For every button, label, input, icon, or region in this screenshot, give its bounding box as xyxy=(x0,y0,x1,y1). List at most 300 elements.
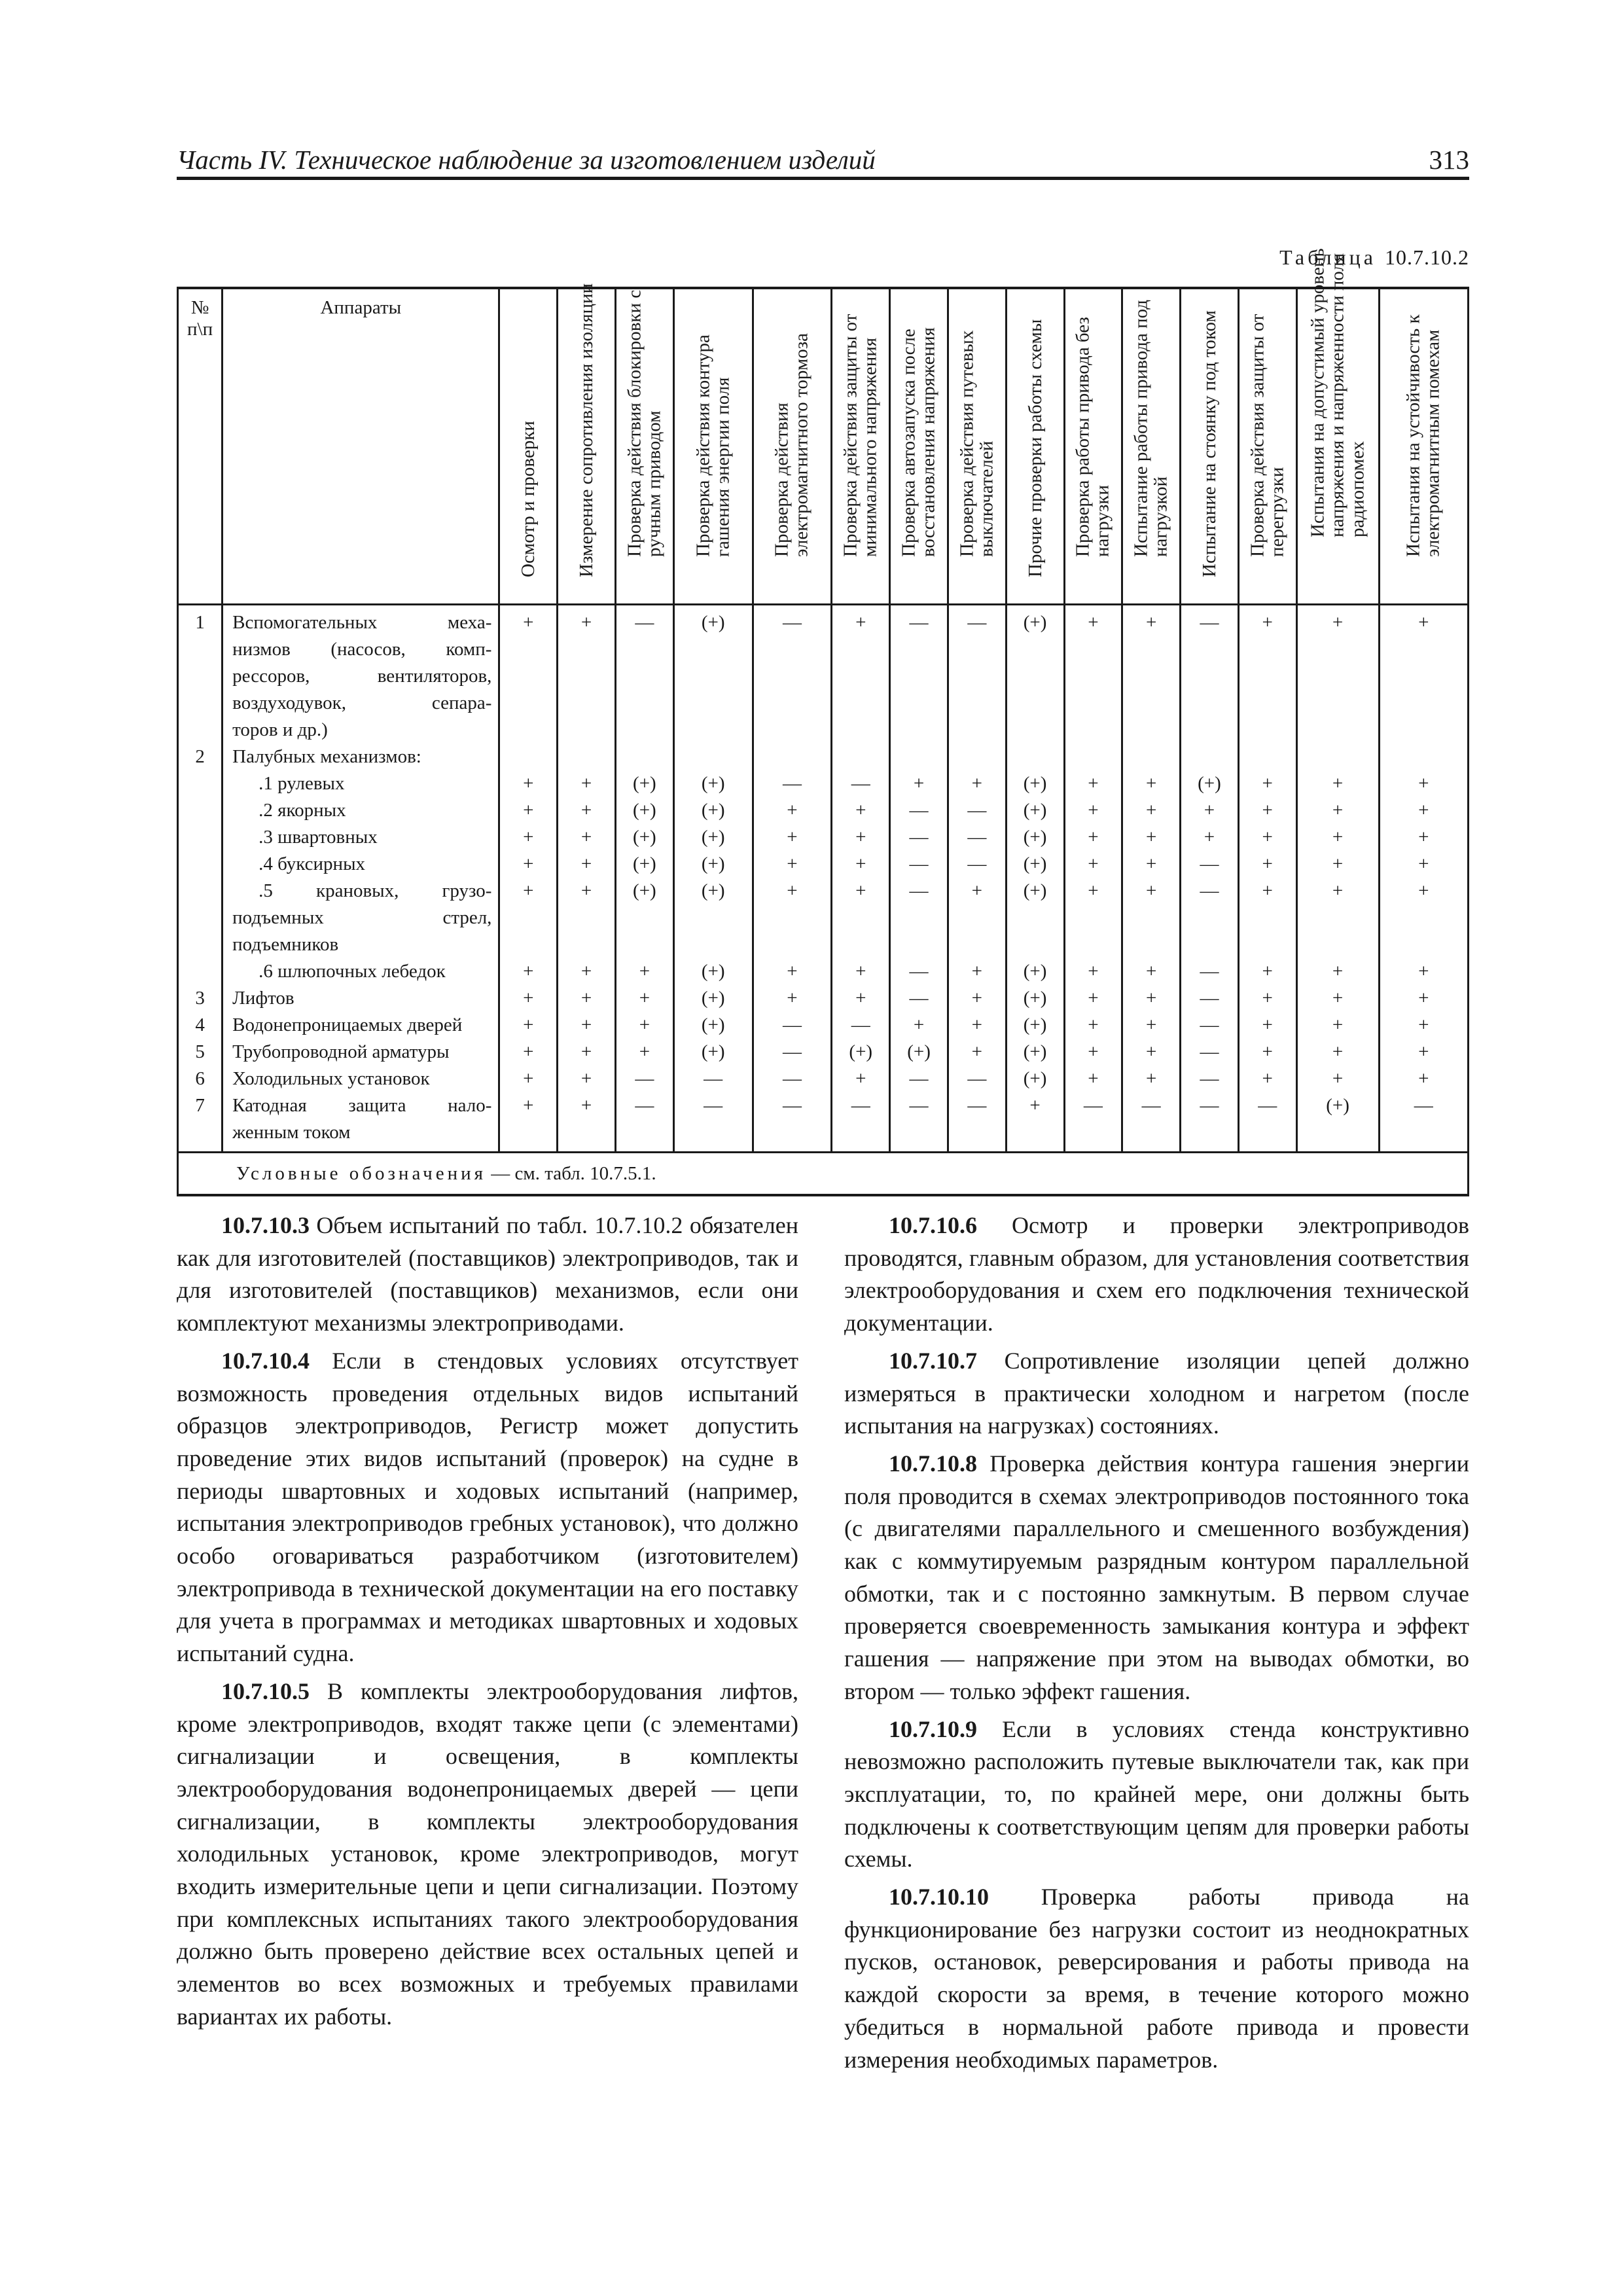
cell-mark: + xyxy=(1064,1066,1122,1092)
cell-mark: + xyxy=(558,797,616,824)
header-col-7 xyxy=(890,288,948,605)
apparatus-line: Лифтов xyxy=(232,988,294,1009)
row-apparatus xyxy=(223,824,499,851)
table-row xyxy=(178,770,1469,797)
cell-mark xyxy=(1238,744,1296,770)
cell-mark: — xyxy=(832,1012,890,1039)
apparatus-line: воздуходувок, сепара- xyxy=(232,692,492,713)
cell-mark: + xyxy=(1238,851,1296,878)
header-col-label: Проверка действия электромагнитного тормоза xyxy=(772,333,813,558)
cell-mark: + xyxy=(832,797,890,824)
cell-mark: + xyxy=(1122,770,1181,797)
cell-mark: — xyxy=(1181,878,1239,958)
cell-mark: + xyxy=(1181,824,1239,851)
cell-mark: + xyxy=(499,1012,558,1039)
cell-mark: + xyxy=(558,770,616,797)
table-row xyxy=(178,797,1469,824)
header-col-13 xyxy=(1238,288,1296,605)
cell-mark: + xyxy=(1122,797,1181,824)
cell-mark: + xyxy=(558,851,616,878)
cell-mark: + xyxy=(1379,605,1468,744)
row-apparatus xyxy=(223,985,499,1012)
clause-number: 10.7.10.9 xyxy=(889,1715,977,1742)
cell-mark: + xyxy=(832,824,890,851)
header-col-label: Проверка действия блокировки с ручным приводом xyxy=(624,289,665,558)
cell-mark: (+) xyxy=(616,797,674,824)
paragraph xyxy=(177,1210,798,1340)
clause-text: Если в условиях стенда конструктивно невозможно расположить путевые выключатели так, как при эксплуатации, то, по крайней мере, они должны быть подключены к соответствующим цепям для проверки работы схемы. xyxy=(844,1715,1469,1873)
cell-mark: (+) xyxy=(1006,1012,1064,1039)
cell-mark: + xyxy=(890,1012,948,1039)
clause-text: Объем испытаний по табл. 10.7.10.2 обязателен как для изготовителей (поставщиков) электроприводов, так и для изготовителей (поставщиков) механизмов, если они комплектуют механизмы электроприводами. xyxy=(177,1212,798,1336)
cell-mark: + xyxy=(1122,878,1181,958)
cell-mark: + xyxy=(1238,824,1296,851)
cell-mark: — xyxy=(890,797,948,824)
clause-text: В комплекты электрооборудования лифтов, кроме электроприводов, входят также цепи (с элементами) сигнализации и освещения, в комплекты электрооборудования водонепроницаемых дверей — цепи сигнализации, в комплекты электрооборудования холодильных установок, кроме электроприводов, могут входить измерительные цепи и цепи сигнализации. Поэтому при комплексных испытаниях такого электрооборудования должно быть проверено действие всех остальных цепей и элементов во всех возможных и требуемых правилами вариантах их работы. xyxy=(177,1677,798,2030)
header-col-11 xyxy=(1122,288,1181,605)
cell-mark: (+) xyxy=(1006,770,1064,797)
cell-mark: + xyxy=(1379,878,1468,958)
clause-number: 10.7.10.10 xyxy=(889,1884,989,1910)
paragraph xyxy=(177,1676,798,2034)
cell-mark: + xyxy=(499,985,558,1012)
cell-mark: + xyxy=(1064,797,1122,824)
cell-mark: + xyxy=(948,878,1006,958)
cell-mark: + xyxy=(558,1012,616,1039)
cell-mark: + xyxy=(832,605,890,744)
header-col-label: Испытание работы привода под нагрузкой xyxy=(1130,300,1172,558)
header-col-label: Проверка действия путевых выключателей xyxy=(956,330,997,558)
header-col-4 xyxy=(673,288,753,605)
cell-mark: (+) xyxy=(673,851,753,878)
cell-mark xyxy=(1379,744,1468,770)
clause-number: 10.7.10.4 xyxy=(221,1347,310,1374)
cell-mark xyxy=(832,744,890,770)
cell-mark: + xyxy=(499,878,558,958)
header-col-12 xyxy=(1181,288,1239,605)
cell-mark: — xyxy=(948,1092,1006,1153)
header-col-3 xyxy=(616,288,674,605)
cell-mark xyxy=(890,744,948,770)
table-row xyxy=(178,851,1469,878)
apparatus-line: подъемных стрел, xyxy=(232,907,492,928)
cell-mark: — xyxy=(753,1012,832,1039)
cell-mark: + xyxy=(1238,605,1296,744)
cell-mark: — xyxy=(616,605,674,744)
cell-mark: + xyxy=(1238,1066,1296,1092)
cell-mark: + xyxy=(1064,605,1122,744)
clause-text: Если в стендовых условиях отсутствует возможность проведения отдельных видов испытаний образцов электроприводов, Регистр может допустить проведение этих видов испытаний (проверок) на судне в периоды швартовных и ходовых испытаний (например, испытания электроприводов гребных установок), что должно особо оговариваться разработчиком (изготовителем) электропривода в технической документации на его поставку для учета в программах и методиках швартовных и ходовых испытаний судна. xyxy=(177,1347,798,1667)
cell-mark: — xyxy=(890,878,948,958)
row-apparatus xyxy=(223,1066,499,1092)
cell-mark: + xyxy=(558,1066,616,1092)
cell-mark: + xyxy=(558,985,616,1012)
clause-number: 10.7.10.3 xyxy=(221,1212,310,1238)
cell-mark: (+) xyxy=(832,1039,890,1066)
cell-mark: + xyxy=(1122,1066,1181,1092)
cell-mark: — xyxy=(948,824,1006,851)
cell-mark: + xyxy=(1122,1039,1181,1066)
paragraph xyxy=(844,1448,1469,1708)
cell-mark: — xyxy=(1181,985,1239,1012)
cell-mark: + xyxy=(499,824,558,851)
header-col-label: Измерение сопротивления изоляции xyxy=(575,283,597,577)
cell-mark: + xyxy=(1379,824,1468,851)
table-header-row xyxy=(178,288,1469,605)
cell-mark: + xyxy=(1064,1012,1122,1039)
clause-number: 10.7.10.7 xyxy=(889,1347,977,1374)
table-row xyxy=(178,878,1469,958)
cell-mark: + xyxy=(753,958,832,985)
cell-mark: — xyxy=(753,1039,832,1066)
row-apparatus xyxy=(223,1039,499,1066)
cell-mark: — xyxy=(1181,1039,1239,1066)
cell-mark: + xyxy=(1122,985,1181,1012)
cell-mark: (+) xyxy=(673,605,753,744)
cell-mark: + xyxy=(558,878,616,958)
row-number xyxy=(178,878,223,958)
cell-mark: + xyxy=(1379,851,1468,878)
cell-mark: + xyxy=(1296,1012,1379,1039)
header-col-2 xyxy=(558,283,616,605)
cell-mark: — xyxy=(832,1092,890,1153)
table-row xyxy=(178,605,1469,744)
cell-mark: + xyxy=(948,958,1006,985)
row-number xyxy=(178,851,223,878)
apparatus-line: .4 буксирных xyxy=(259,853,366,874)
paragraph xyxy=(844,1345,1469,1443)
row-number xyxy=(178,797,223,824)
cell-mark: — xyxy=(1181,1066,1239,1092)
cell-mark: + xyxy=(499,958,558,985)
cell-mark: — xyxy=(890,1092,948,1153)
apparatus-line: подъемников xyxy=(232,934,339,955)
cell-mark: + xyxy=(616,985,674,1012)
cell-mark: + xyxy=(753,878,832,958)
cell-mark: (+) xyxy=(1006,824,1064,851)
cell-mark: + xyxy=(1379,770,1468,797)
apparatus-line: .1 рулевых xyxy=(259,773,345,794)
cell-mark: + xyxy=(1238,1012,1296,1039)
cell-mark: (+) xyxy=(1181,770,1239,797)
cell-mark: + xyxy=(1006,1092,1064,1153)
paragraph xyxy=(844,1881,1469,2076)
apparatus-line: .6 шлюпочных лебедок xyxy=(259,961,446,982)
cell-mark: + xyxy=(1296,605,1379,744)
running-head xyxy=(177,144,1469,183)
table-row xyxy=(178,958,1469,985)
cell-mark: + xyxy=(1122,1012,1181,1039)
cell-mark: + xyxy=(1296,878,1379,958)
table-row xyxy=(178,824,1469,851)
cell-mark: — xyxy=(1379,1092,1468,1153)
row-number: 7 xyxy=(178,1092,223,1153)
cell-mark: + xyxy=(1379,1039,1468,1066)
header-col-label: Испытания на допустимый уровень напряжения и напряженности поля радиопомех xyxy=(1307,248,1368,537)
cell-mark: + xyxy=(753,824,832,851)
cell-mark: (+) xyxy=(1296,1092,1379,1153)
header-col-label: Проверка автозапуска после восстановления напряжения xyxy=(898,327,940,558)
row-apparatus xyxy=(223,1012,499,1039)
cell-mark: + xyxy=(1379,985,1468,1012)
cell-mark: + xyxy=(616,958,674,985)
cell-mark: (+) xyxy=(1006,985,1064,1012)
cell-mark: (+) xyxy=(616,770,674,797)
cell-mark: — xyxy=(890,851,948,878)
cell-mark: + xyxy=(499,770,558,797)
cell-mark: (+) xyxy=(616,878,674,958)
apparatus-line: женным током xyxy=(232,1122,351,1143)
cell-mark xyxy=(753,744,832,770)
apparatus-line: Водонепроницаемых дверей xyxy=(232,1014,463,1035)
text-column-left xyxy=(177,1210,798,2039)
cell-mark: + xyxy=(1296,797,1379,824)
cell-mark: + xyxy=(499,797,558,824)
cell-mark: + xyxy=(1122,958,1181,985)
cell-mark: + xyxy=(1296,985,1379,1012)
table-caption-number: 10.7.10.2 xyxy=(1385,245,1469,269)
cell-mark: + xyxy=(832,985,890,1012)
apparatus-line: Палубных механизмов: xyxy=(232,746,421,767)
cell-mark: — xyxy=(1181,851,1239,878)
clause-number: 10.7.10.6 xyxy=(889,1212,977,1238)
cell-mark: — xyxy=(753,605,832,744)
cell-mark: — xyxy=(890,824,948,851)
clause-text: Сопротивление изоляции цепей должно измеряться в практически холодном и нагретом (после испытания на нагрузках) состояниях. xyxy=(844,1347,1469,1439)
cell-mark xyxy=(616,744,674,770)
cell-mark: (+) xyxy=(673,1012,753,1039)
cell-mark: — xyxy=(948,605,1006,744)
cell-mark: (+) xyxy=(1006,1066,1064,1092)
cell-mark: (+) xyxy=(673,878,753,958)
cell-mark: + xyxy=(1064,1039,1122,1066)
cell-mark: + xyxy=(616,1012,674,1039)
apparatus-line: .5 крановых, грузо- xyxy=(259,880,492,901)
cell-mark: — xyxy=(616,1066,674,1092)
cell-mark: + xyxy=(1296,1039,1379,1066)
cell-mark: — xyxy=(890,985,948,1012)
table-body xyxy=(178,605,1469,1196)
header-col-label: Осмотр и проверки xyxy=(518,420,539,577)
header-col-label: Проверка работы привода без нагрузки xyxy=(1072,317,1114,558)
cell-mark xyxy=(1296,744,1379,770)
table-row xyxy=(178,985,1469,1012)
legend-label: Условные обозначения xyxy=(236,1162,486,1184)
header-col-1 xyxy=(499,288,558,605)
paragraph xyxy=(844,1713,1469,1876)
cell-mark: + xyxy=(1064,985,1122,1012)
cell-mark: + xyxy=(1064,824,1122,851)
cell-mark: + xyxy=(948,1012,1006,1039)
cell-mark: (+) xyxy=(1006,958,1064,985)
legend xyxy=(178,1153,1469,1196)
cell-mark: — xyxy=(890,958,948,985)
cell-mark: + xyxy=(832,878,890,958)
text-column-right xyxy=(844,1210,1469,2081)
cell-mark xyxy=(1064,744,1122,770)
cell-mark: + xyxy=(753,985,832,1012)
running-title: Часть IV. Техническое наблюдение за изготовлением изделий xyxy=(177,145,876,175)
cell-mark: (+) xyxy=(673,797,753,824)
cell-mark: + xyxy=(1122,605,1181,744)
apparatus-line: низмов (насосов, комп- xyxy=(232,639,492,660)
cell-mark: + xyxy=(1238,770,1296,797)
cell-mark: (+) xyxy=(616,851,674,878)
clause-number: 10.7.10.8 xyxy=(889,1450,977,1477)
cell-mark: — xyxy=(832,770,890,797)
row-number: 2 xyxy=(178,744,223,770)
legend-row xyxy=(178,1153,1469,1196)
header-col-label: Прочие проверки работы схемы xyxy=(1024,319,1046,577)
cell-mark: + xyxy=(1379,1066,1468,1092)
table-row xyxy=(178,744,1469,770)
cell-mark: + xyxy=(832,1066,890,1092)
cell-mark: + xyxy=(558,1039,616,1066)
cell-mark: + xyxy=(1064,851,1122,878)
cell-mark: + xyxy=(1064,878,1122,958)
cell-mark: — xyxy=(890,1066,948,1092)
cell-mark: — xyxy=(948,851,1006,878)
table-row xyxy=(178,1039,1469,1066)
cell-mark: + xyxy=(558,824,616,851)
cell-mark: + xyxy=(1296,851,1379,878)
apparatus-line: Холодильных установок xyxy=(232,1068,430,1089)
cell-mark: + xyxy=(499,851,558,878)
row-number xyxy=(178,770,223,797)
row-number xyxy=(178,958,223,985)
cell-mark: + xyxy=(1296,824,1379,851)
cell-mark xyxy=(673,744,753,770)
apparatus-line: Катодная защита нало- xyxy=(232,1095,492,1116)
cell-mark xyxy=(1006,744,1064,770)
cell-mark: — xyxy=(1181,1092,1239,1153)
cell-mark: + xyxy=(832,851,890,878)
legend-text: — см. табл. 10.7.5.1. xyxy=(486,1162,656,1184)
cell-mark: (+) xyxy=(616,824,674,851)
row-apparatus xyxy=(223,851,499,878)
cell-mark: (+) xyxy=(1006,797,1064,824)
header-col-5 xyxy=(753,288,832,605)
header-col-label: Испытание на стоянку под током xyxy=(1198,310,1220,577)
row-number: 1 xyxy=(178,605,223,744)
cell-mark xyxy=(1181,744,1239,770)
cell-mark: + xyxy=(753,797,832,824)
header-col-8 xyxy=(948,288,1006,605)
cell-mark: + xyxy=(1181,797,1239,824)
apparatus-line: .2 якорных xyxy=(259,800,346,821)
header-col-9 xyxy=(1006,288,1064,605)
cell-mark: + xyxy=(499,605,558,744)
cell-mark: + xyxy=(948,770,1006,797)
row-apparatus xyxy=(223,958,499,985)
cell-mark: + xyxy=(1122,824,1181,851)
row-number: 5 xyxy=(178,1039,223,1066)
row-number: 4 xyxy=(178,1012,223,1039)
cell-mark: (+) xyxy=(1006,851,1064,878)
header-apparatus: Аппараты xyxy=(223,288,499,605)
header-num: № п\п xyxy=(178,288,223,605)
cell-mark: + xyxy=(1238,878,1296,958)
cell-mark: + xyxy=(558,1092,616,1153)
cell-mark: (+) xyxy=(673,1039,753,1066)
table-row xyxy=(178,1092,1469,1153)
cell-mark: + xyxy=(1238,985,1296,1012)
cell-mark: + xyxy=(1379,797,1468,824)
cell-mark: + xyxy=(832,958,890,985)
header-rule xyxy=(177,177,1469,180)
cell-mark: — xyxy=(1181,1012,1239,1039)
cell-mark: (+) xyxy=(1006,878,1064,958)
cell-mark: — xyxy=(948,797,1006,824)
row-apparatus xyxy=(223,1092,499,1153)
apparatus-line: торов и др.) xyxy=(232,719,328,740)
cell-mark: — xyxy=(1122,1092,1181,1153)
cell-mark xyxy=(1122,744,1181,770)
cell-mark: + xyxy=(558,958,616,985)
cell-mark: (+) xyxy=(673,958,753,985)
cell-mark: — xyxy=(616,1092,674,1153)
header-col-label: Испытания на устойчивость к электромагнитным помехам xyxy=(1402,314,1444,558)
table-row xyxy=(178,1066,1469,1092)
cell-mark: + xyxy=(948,985,1006,1012)
cell-mark: — xyxy=(673,1066,753,1092)
cell-mark: — xyxy=(1181,605,1239,744)
clause-text: Осмотр и проверки электроприводов проводятся, главным образом, для установления соответствия электрооборудования и схем его подключения технической документации. xyxy=(844,1212,1469,1336)
cell-mark: — xyxy=(1238,1092,1296,1153)
cell-mark: (+) xyxy=(673,985,753,1012)
row-apparatus xyxy=(223,605,499,744)
cell-mark: + xyxy=(1122,851,1181,878)
cell-mark xyxy=(558,744,616,770)
cell-mark: — xyxy=(673,1092,753,1153)
apparatus-line: Трубопроводной арматуры xyxy=(232,1041,450,1062)
cell-mark: — xyxy=(1064,1092,1122,1153)
header-col-15 xyxy=(1379,288,1468,605)
cell-mark: + xyxy=(1238,1039,1296,1066)
apparatus-line: рессоров, вентиляторов, xyxy=(232,666,492,687)
row-apparatus xyxy=(223,770,499,797)
cell-mark: (+) xyxy=(1006,1039,1064,1066)
cell-mark: + xyxy=(616,1039,674,1066)
cell-mark: (+) xyxy=(673,770,753,797)
header-col-label: Проверка действия защиты от перегрузки xyxy=(1247,314,1288,558)
cell-mark: + xyxy=(1238,797,1296,824)
header-col-6 xyxy=(832,288,890,605)
header-col-label: Проверка действия контура гашения энергии поля xyxy=(692,334,734,558)
apparatus-line: .3 швартовных xyxy=(259,827,378,848)
cell-mark: + xyxy=(890,770,948,797)
cell-mark: + xyxy=(948,1039,1006,1066)
cell-mark: + xyxy=(1296,770,1379,797)
cell-mark: + xyxy=(558,605,616,744)
cell-mark: + xyxy=(1064,770,1122,797)
apparatus-line: Вспомогательных меха- xyxy=(232,612,492,633)
cell-mark: + xyxy=(753,851,832,878)
row-number: 3 xyxy=(178,985,223,1012)
table-caption-label: Таблица xyxy=(1279,245,1376,269)
cell-mark: + xyxy=(1379,958,1468,985)
cell-mark: — xyxy=(890,605,948,744)
cell-mark: (+) xyxy=(1006,605,1064,744)
cell-mark: + xyxy=(1064,958,1122,985)
cell-mark: — xyxy=(753,770,832,797)
cell-mark: + xyxy=(499,1039,558,1066)
row-number xyxy=(178,824,223,851)
page-number: 313 xyxy=(1429,145,1469,175)
row-apparatus xyxy=(223,797,499,824)
paragraph xyxy=(844,1210,1469,1340)
clause-number: 10.7.10.5 xyxy=(221,1677,310,1704)
